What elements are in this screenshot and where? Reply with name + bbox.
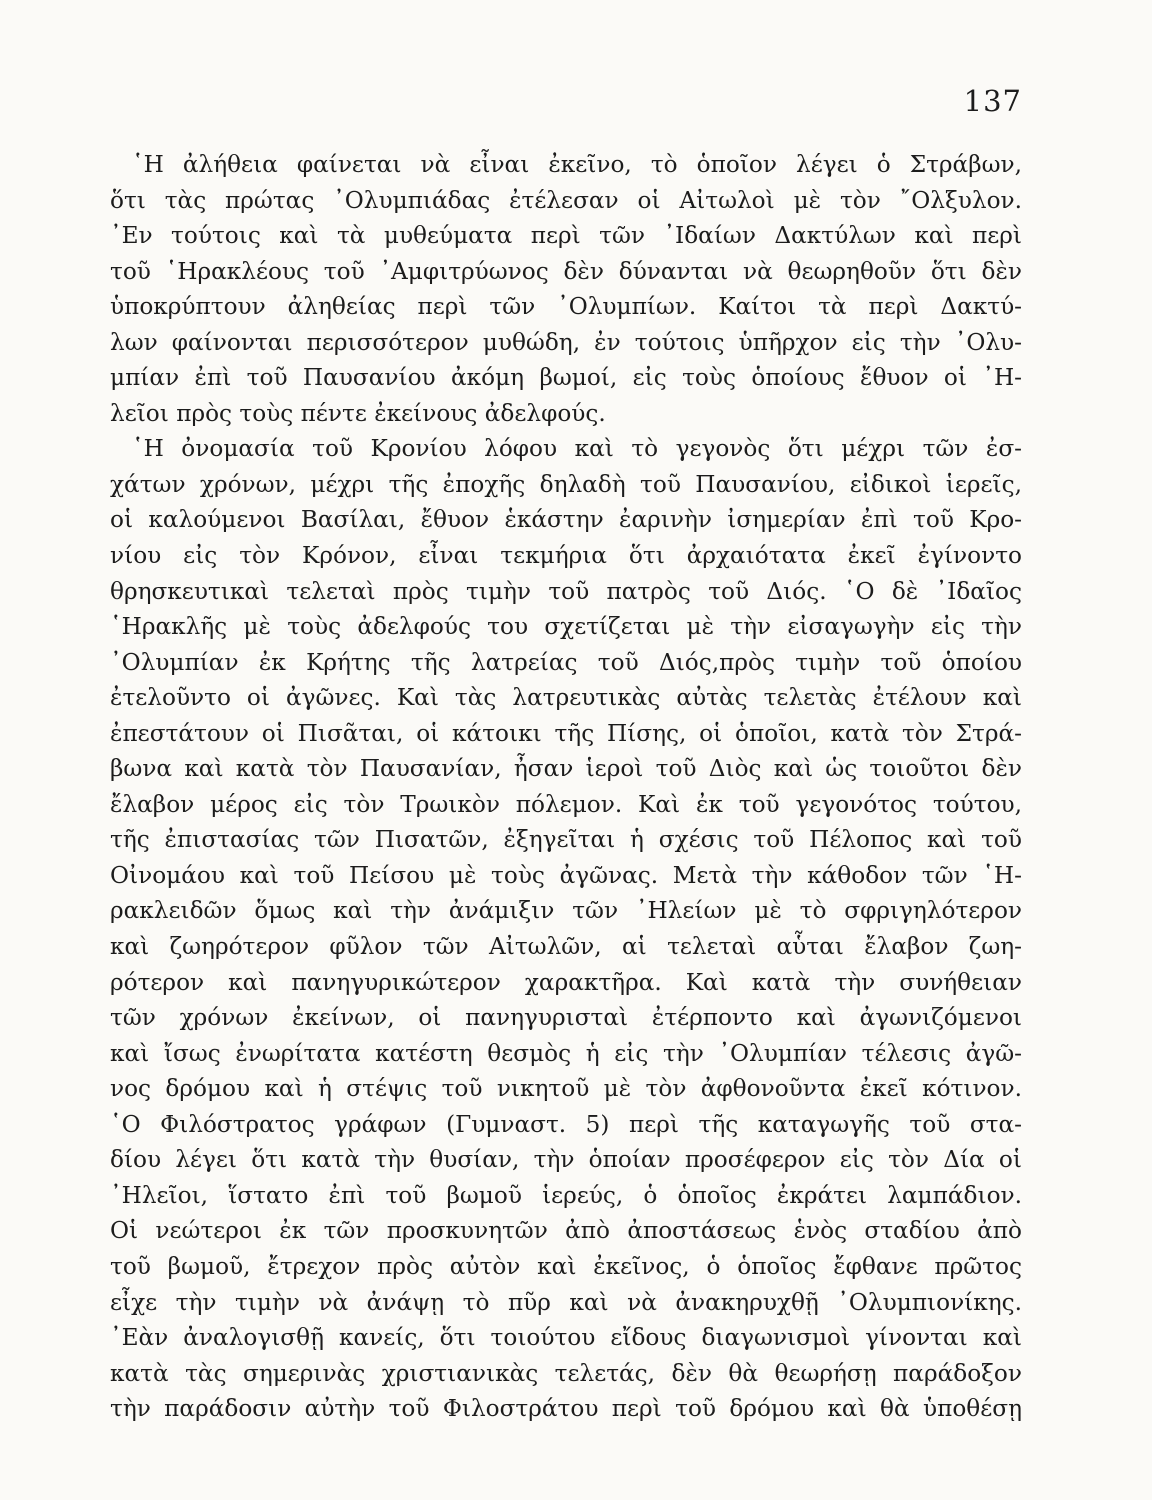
body-text — [110, 147, 1022, 1427]
text-line: ῾Ηρακλῆς μὲ τοὺς ἀδελφούς του σχετίζεται μὲ τὴν εἰσαγωγὴν εἰς τὴν — [110, 613, 1022, 641]
text-line: μπίαν ἐπὶ τοῦ Παυσανίου ἀκόμη βωμοί, εἰς τοὺς ὁποίους ἔθυον οἱ ᾿Η- — [110, 364, 1022, 392]
text-line: καὶ ζωηρότερον φῦλον τῶν Αἰτωλῶν, αἱ τελεταὶ αὗται ἔλαβον ζωη- — [110, 933, 1022, 961]
text-line: ἔλαβον μέρος εἰς τὸν Τρωικὸν πόλεμον. Καὶ ἐκ τοῦ γεγονότος τούτου, — [110, 790, 1022, 818]
text-line: ἐπεστάτουν οἱ Πισᾶται, οἱ κάτοικι τῆς Πίσης, οἱ ὁποῖοι, κατὰ τὸν Στρά- — [110, 719, 1022, 747]
text-line: ῾Ο Φιλόστρατος γράφων (Γυμναστ. 5) περὶ τῆς καταγωγῆς τοῦ στα- — [110, 1110, 1022, 1138]
text-line: καὶ ἴσως ἐνωρίτατα κατέστη θεσμὸς ἡ εἰς τὴν ᾿Ολυμπίαν τέλεσις ἀγῶ- — [110, 1039, 1022, 1067]
text-line: νίου εἰς τὸν Κρόνον, εἶναι τεκμήρια ὅτι ἀρχαιότατα ἐκεῖ ἐγίνοντο — [110, 542, 1022, 570]
text-line: ὑποκρύπτουν ἀληθείας περὶ τῶν ᾿Ολυμπίων. Καίτοι τὰ περὶ Δακτύ- — [110, 293, 1022, 321]
text-line: τοῦ βωμοῦ, ἔτρεχον πρὸς αὐτὸν καὶ ἐκεῖνος, ὁ ὁποῖος ἔφθανε πρῶτος — [110, 1252, 1022, 1280]
text-line: Οἰνομάου καὶ τοῦ Πείσου μὲ τοὺς ἀγῶνας. Μετὰ τὴν κάθοδον τῶν ῾Η- — [110, 861, 1022, 889]
text-line: ῾Η ἀλήθεια φαίνεται νὰ εἶναι ἐκεῖνο, τὸ ὁποῖον λέγει ὁ Στράβων, — [132, 151, 1022, 178]
text-line: οἱ καλούμενοι Βασίλαι, ἔθυον ἑκάστην ἐαρινὴν ἰσημερίαν ἐπὶ τοῦ Κρο- — [110, 506, 1022, 534]
text-line: χάτων χρόνων, μέχρι τῆς ἐποχῆς δηλαδὴ τοῦ Παυσανίου, εἰδικοὶ ἱερεῖς, — [110, 470, 1022, 498]
text-line: βωνα καὶ κατὰ τὸν Παυσανίαν, ἦσαν ἱεροὶ τοῦ Διὸς καὶ ὡς τοιοῦτοι δὲν — [110, 755, 1022, 783]
text-line: τὴν παράδοσιν αὐτὴν τοῦ Φιλοστράτου περὶ τοῦ δρόμου καὶ θὰ ὑποθέσῃ — [110, 1395, 1022, 1423]
text-line: τοῦ ῾Ηρακλέους τοῦ ᾿Αμφιτρύωνος δὲν δύνανται νὰ θεωρηθοῦν ὅτι δὲν — [110, 257, 1022, 285]
text-line: λων φαίνονται περισσότερον μυθώδη, ἐν τούτοις ὑπῆρχον εἰς τὴν ᾿Ολυ- — [110, 328, 1022, 356]
text-line: ρότερον καὶ πανηγυρικώτερον χαρακτῆρα. Καὶ κατὰ τὴν συνήθειαν — [110, 968, 1022, 996]
page-number: 137 — [963, 84, 1022, 118]
text-line: ρακλειδῶν ὅμως καὶ τὴν ἀνάμιξιν τῶν ᾿Ηλείων μὲ τὸ σφριγηλότερον — [110, 897, 1022, 925]
text-line: ᾿Εὰν ἀναλογισθῇ κανείς, ὅτι τοιούτου εἴδους διαγωνισμοὶ γίνονται καὶ — [110, 1324, 1022, 1352]
text-line: ᾿Εν τούτοις καὶ τὰ μυθεύματα περὶ τῶν ᾿Ιδαίων Δακτύλων καὶ περὶ — [110, 222, 1022, 250]
text-line: νος δρόμου καὶ ἡ στέψις τοῦ νικητοῦ μὲ τὸν ἀφθονοῦντα ἐκεῖ κότινον. — [110, 1075, 1022, 1103]
text-line: εἶχε τὴν τιμὴν νὰ ἀνάψῃ τὸ πῦρ καὶ νὰ ἀνακηρυχθῇ ᾿Ολυμπιονίκης. — [110, 1288, 1022, 1316]
text-line: ῾Η ὀνομασία τοῦ Κρονίου λόφου καὶ τὸ γεγονὸς ὅτι μέχρι τῶν ἐσ- — [132, 435, 1022, 463]
text-line: τῆς ἐπιστασίας τῶν Πισατῶν, ἐξηγεῖται ἡ σχέσις τοῦ Πέλοπος καὶ τοῦ — [110, 826, 1022, 854]
text-line: κατὰ τὰς σημερινὰς χριστιανικὰς τελετάς, δὲν θὰ θεωρήσῃ παράδοξον — [110, 1359, 1022, 1387]
text-line: Οἱ νεώτεροι ἐκ τῶν προσκυνητῶν ἀπὸ ἀποστάσεως ἑνὸς σταδίου ἀπὸ — [110, 1217, 1022, 1245]
text-line: ὅτι τὰς πρώτας ᾿Ολυμπιάδας ἐτέλεσαν οἱ Αἰτωλοὶ μὲ τὸν ῎Ολξυλον. — [110, 186, 1022, 214]
text-line: τῶν χρόνων ἐκείνων, οἱ πανηγυρισταὶ ἐτέρποντο καὶ ἀγωνιζόμενοι — [110, 1004, 1022, 1032]
text-line: δίου λέγει ὅτι κατὰ τὴν θυσίαν, τὴν ὁποίαν προσέφερον εἰς τὸν Δία οἱ — [110, 1146, 1022, 1174]
text-line: ᾿Ολυμπίαν ἐκ Κρήτης τῆς λατρείας τοῦ Διός,πρὸς τιμὴν τοῦ ὁποίου — [110, 648, 1022, 676]
text-line: ἐτελοῦντο οἱ ἀγῶνες. Καὶ τὰς λατρευτικὰς αὐτὰς τελετὰς ἐτέλουν καὶ — [110, 684, 1022, 712]
text-line: θρησκευτικαὶ τελεταὶ πρὸς τιμὴν τοῦ πατρὸς τοῦ Διός. ῾Ο δὲ ᾿Ιδαῖος — [110, 577, 1022, 605]
text-line: λεῖοι πρὸς τοὺς πέντε ἐκείνους ἀδελφούς. — [110, 399, 606, 427]
text-line: ᾿Ηλεῖοι, ἵστατο ἐπὶ τοῦ βωμοῦ ἱερεύς, ὁ ὁποῖος ἐκράτει λαμπάδιον. — [110, 1181, 1022, 1209]
